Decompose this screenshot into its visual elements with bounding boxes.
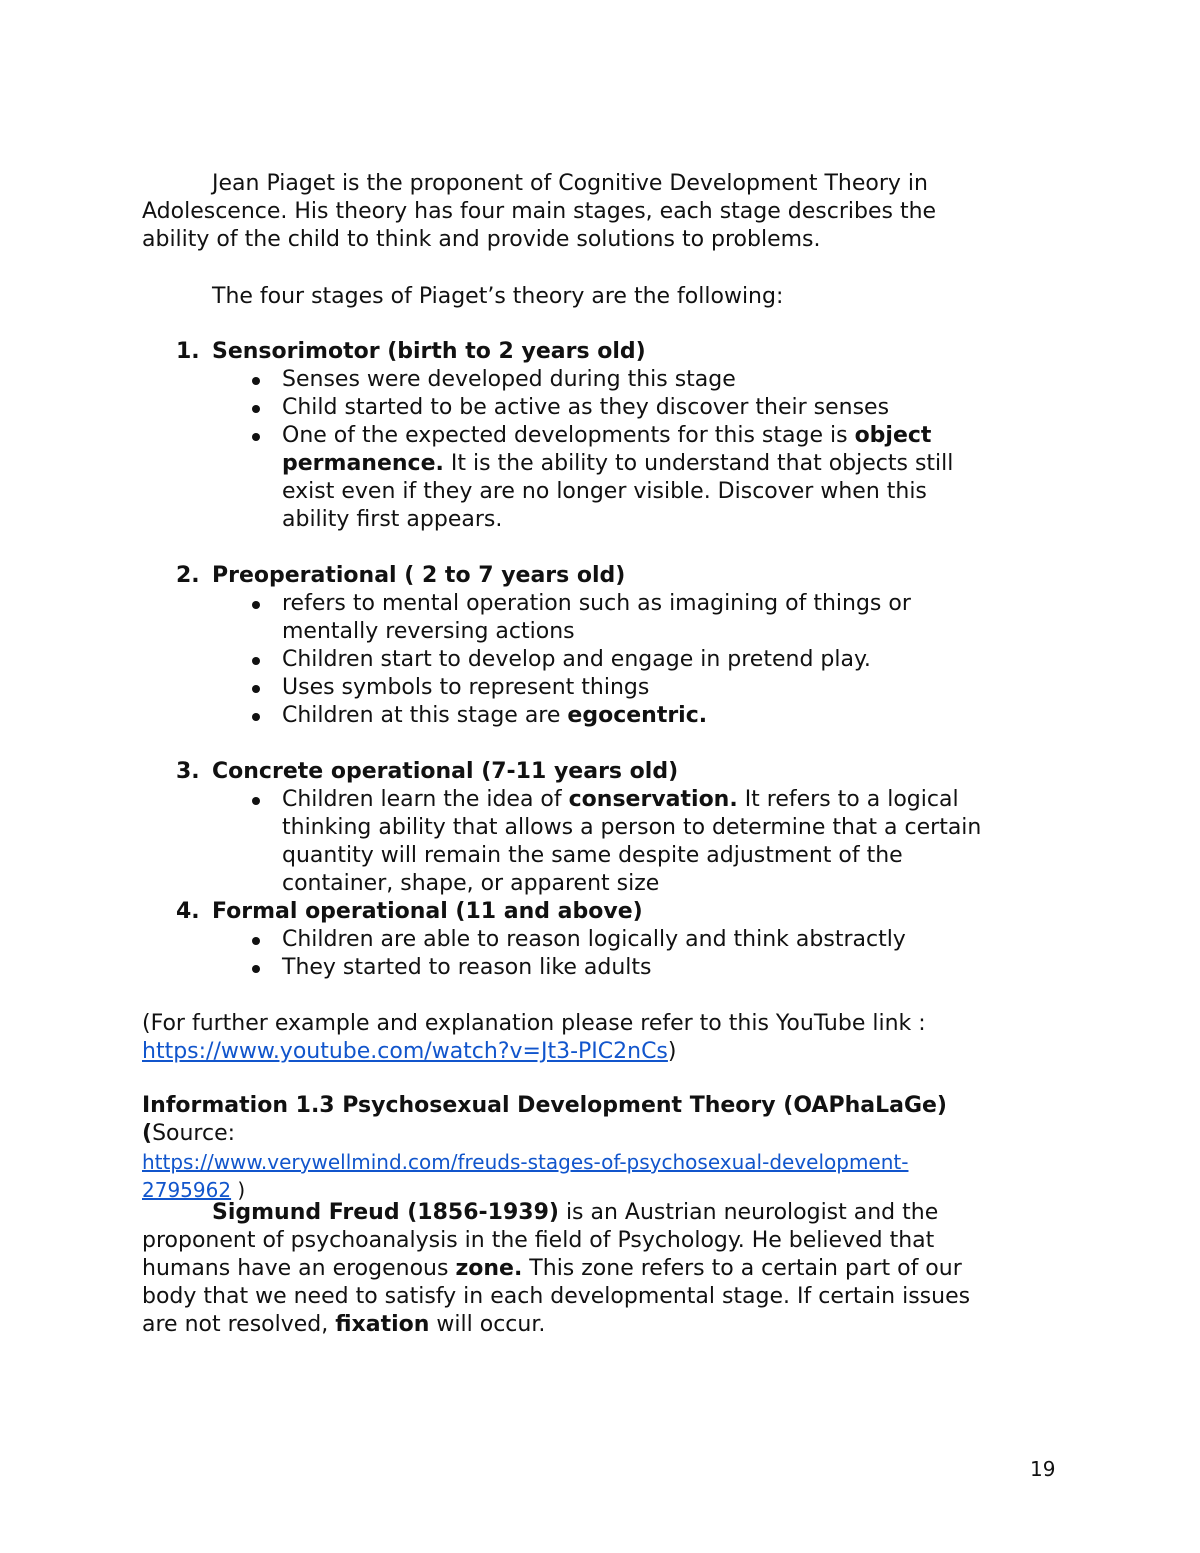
stage-4-title-text: Formal operational (11 and above) bbox=[212, 899, 643, 924]
paragraph-text: is an Austrian neurologist and the proponent of psychoanalysis in the field of Psychology. He believed that humans have an erogenous bbox=[142, 1200, 939, 1281]
section-heading: Information 1.3 Psychosexual Development Theory (OAPhaLaGe) bbox=[142, 1093, 947, 1118]
stage-2-title bbox=[142, 562, 982, 590]
stage-1-bullets bbox=[142, 366, 982, 534]
intro-paragraph: Jean Piaget is the proponent of Cognitive Development Theory in Adolescence. His theory has four main stages, each stage describes the ability of the child to think and provide solutions to problems. bbox=[142, 171, 937, 252]
bullet-text: Children at this stage are bbox=[282, 703, 568, 728]
bullet-text: It refers to a logical thinking ability that allows a person to determine that a certain quantity will remain the same despite adjustment of the container, shape, or apparent size bbox=[282, 787, 982, 896]
list-item bbox=[282, 786, 982, 898]
youtube-link[interactable]: https://www.youtube.com/watch?v=Jt3-PIC2nCs bbox=[142, 1039, 668, 1064]
further-reference-text: (For further example and explanation please refer to this YouTube link : bbox=[142, 1011, 926, 1036]
list-item: Children are able to reason logically and think abstractly bbox=[282, 926, 982, 954]
information-section bbox=[142, 1092, 982, 1204]
bold-term-sigmund-freud: Sigmund Freud (1856-1939) bbox=[212, 1200, 559, 1225]
stage-2-bullets bbox=[142, 590, 982, 730]
stage-4-bullets bbox=[142, 926, 982, 982]
stage-1-number: 1. bbox=[176, 339, 200, 364]
source-open-paren: ( bbox=[142, 1121, 153, 1146]
list-item bbox=[282, 422, 982, 534]
paragraph-text: This zone refers to a certain part of our body that we need to satisfy in each developmental stage. If certain issues are not resolved, bbox=[142, 1256, 971, 1337]
further-reference-paragraph bbox=[142, 1010, 982, 1066]
list-item: refers to mental operation such as imagining of things or mentally reversing actions bbox=[282, 590, 982, 646]
stage-2-title-text: Preoperational ( 2 to 7 years old) bbox=[212, 563, 626, 588]
source-close-paren: ) bbox=[231, 1178, 246, 1202]
page-number: 19 bbox=[1030, 1457, 1056, 1481]
list-item: They started to reason like adults bbox=[282, 954, 982, 982]
source-label: Source: bbox=[152, 1121, 236, 1146]
stage-4-number: 4. bbox=[176, 899, 200, 924]
freud-paragraph bbox=[142, 1199, 982, 1339]
bold-term-fixation: fixation bbox=[335, 1312, 430, 1337]
list-item: Uses symbols to represent things bbox=[282, 674, 982, 702]
stage-3-title bbox=[142, 758, 982, 786]
closing-paren: ) bbox=[667, 1039, 677, 1064]
bullet-text: One of the expected developments for this stage is bbox=[282, 423, 855, 448]
verywellmind-link[interactable]: https://www.verywellmind.com/freuds-stages-of-psychosexual-development-2795962 bbox=[142, 1150, 909, 1202]
stage-1-title-text: Sensorimotor (birth to 2 years old) bbox=[212, 339, 646, 364]
bold-term-conservation: conservation. bbox=[568, 787, 738, 812]
stage-3-title-text: Concrete operational (7-11 years old) bbox=[212, 759, 679, 784]
bullet-text: Children learn the idea of bbox=[282, 787, 569, 812]
list-item: Children start to develop and engage in pretend play. bbox=[282, 646, 982, 674]
stages-intro-paragraph: The four stages of Piaget’s theory are the following: bbox=[212, 284, 784, 309]
stage-3-bullets bbox=[142, 786, 982, 898]
bold-term-egocentric: egocentric. bbox=[567, 703, 708, 728]
list-item: Senses were developed during this stage bbox=[282, 366, 982, 394]
stage-1-title bbox=[142, 338, 982, 366]
list-item bbox=[282, 702, 982, 730]
list-item: Child started to be active as they discover their senses bbox=[282, 394, 982, 422]
stage-4 bbox=[142, 898, 982, 982]
stage-2 bbox=[142, 562, 982, 730]
stage-3 bbox=[142, 758, 982, 898]
paragraph-text: will occur. bbox=[429, 1312, 546, 1337]
source-line bbox=[142, 1120, 982, 1148]
stage-4-title bbox=[142, 898, 982, 926]
further-reference-link-line bbox=[142, 1038, 982, 1066]
source-link-line bbox=[142, 1148, 982, 1204]
stage-2-number: 2. bbox=[176, 563, 200, 588]
bullet-text: It is the ability to understand that objects still exist even if they are no longer visible. Discover when this ability first appears. bbox=[282, 451, 954, 532]
stage-1 bbox=[142, 338, 982, 534]
bold-term-zone: zone. bbox=[455, 1256, 523, 1281]
bold-term-object-permanence: object permanence. bbox=[282, 423, 932, 476]
stage-3-number: 3. bbox=[176, 759, 200, 784]
